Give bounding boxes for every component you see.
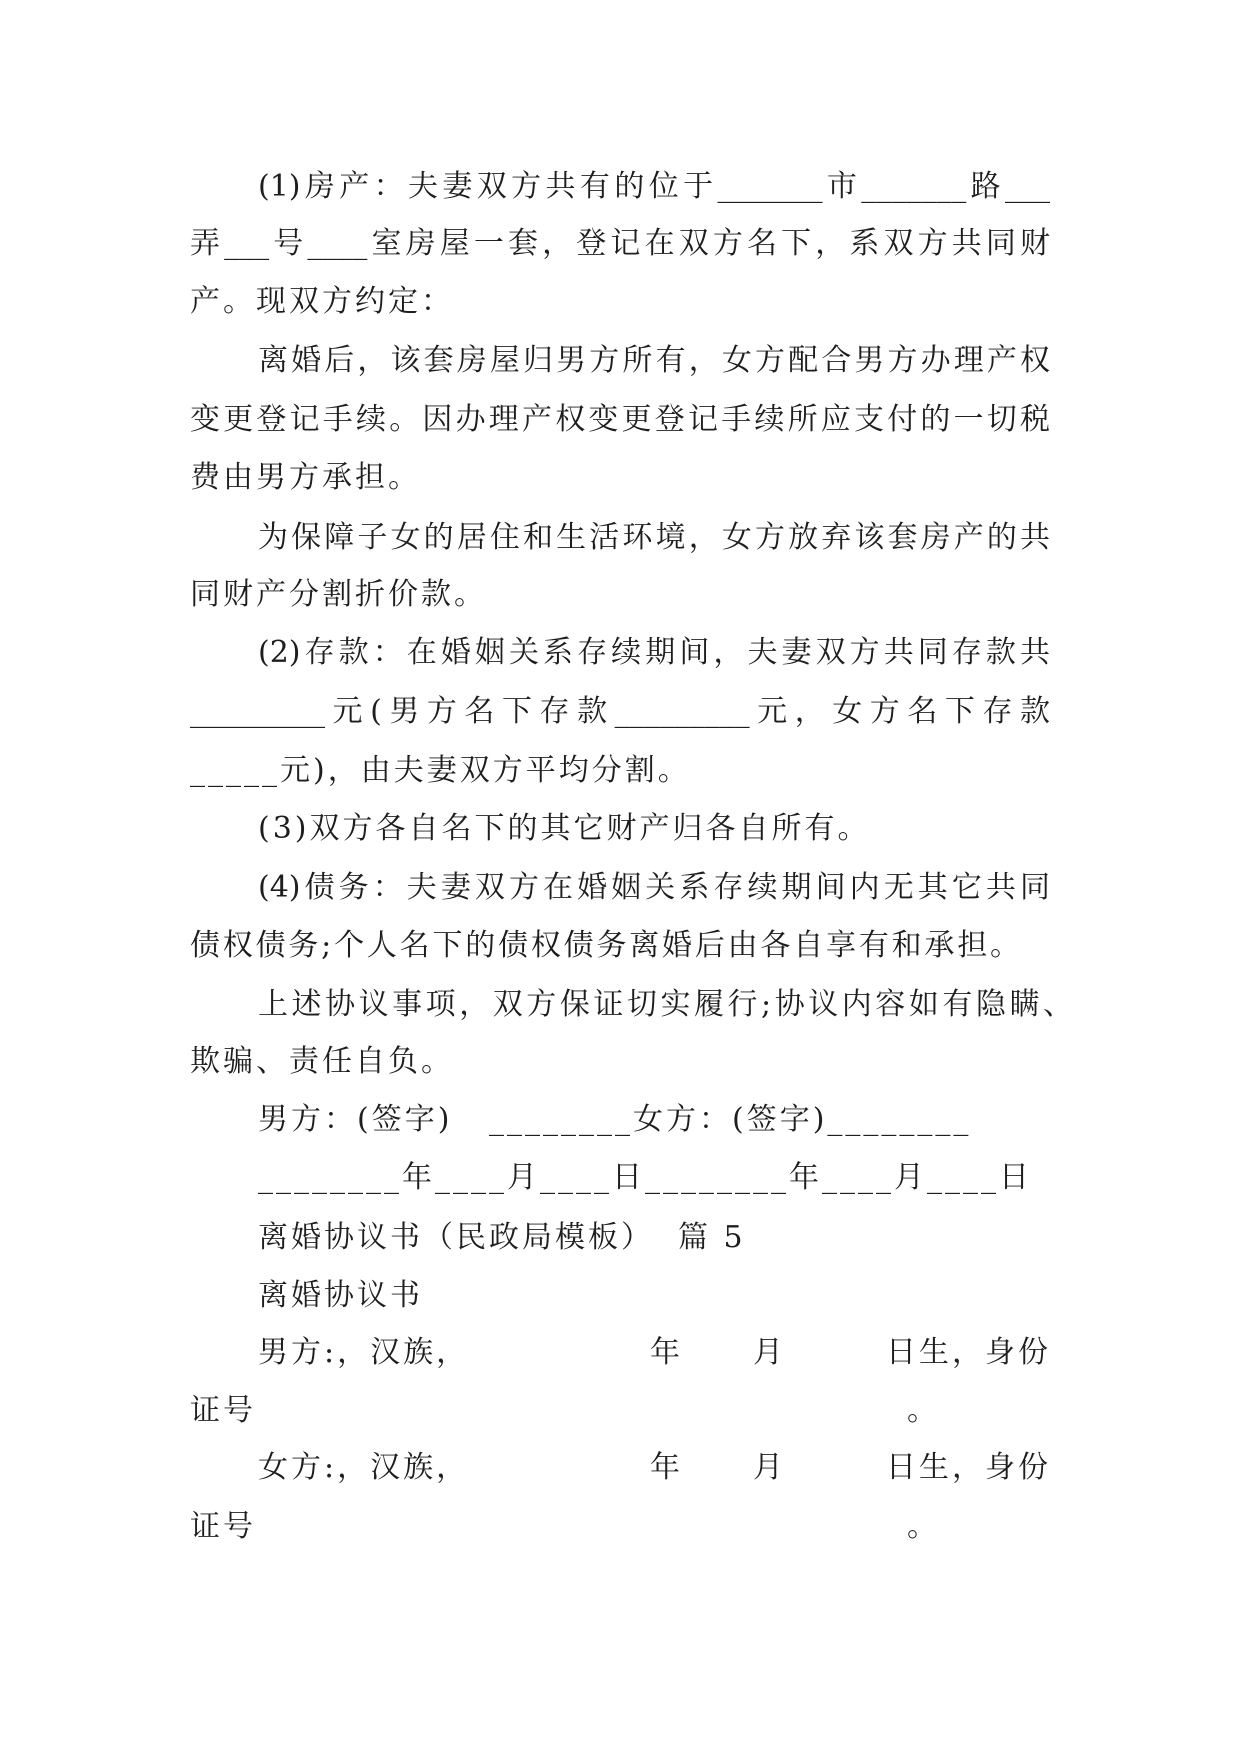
text-line: 上述协议事项，双方保证切实履行;协议内容如有隐瞒、	[258, 987, 1073, 1022]
text-line: 欺骗、责任自负。	[190, 1044, 454, 1079]
text-line: (4)债务：夫妻双方在婚姻关系存续期间内无其它共同	[258, 870, 1050, 905]
text-line: 债权债务;个人名下的债权债务离婚后由各自享有和承担。	[190, 928, 1020, 963]
document-title: 离婚协议书	[258, 1278, 423, 1313]
female-id-label: 证号	[190, 1509, 256, 1544]
text-line: _________元(男方名下存款_________元，女方名下存款	[190, 694, 1050, 729]
female-signature-label: ________女方：(签字)________	[489, 1102, 972, 1137]
female-birth-year-label: 年	[650, 1450, 683, 1485]
female-birth-day-label: 日生，身份	[886, 1450, 1051, 1485]
male-id-line	[0, 1391, 1241, 1431]
section-number: 篇 5	[678, 1220, 746, 1255]
male-birth-year-label: 年	[650, 1335, 683, 1370]
date-line: ________年____月____日________年____月____日	[258, 1160, 1032, 1195]
male-party-prefix: 男方:，汉族，	[258, 1335, 470, 1370]
male-birth-day-label: 日生，身份	[886, 1335, 1051, 1370]
text-line: (1)房产：夫妻双方共有的位于_______市_______路___	[258, 169, 1050, 204]
signature-line	[0, 1100, 1241, 1140]
text-line: (2)存款：在婚姻关系存续期间，夫妻双方共同存款共	[258, 635, 1050, 670]
male-birth-month-label: 月	[753, 1335, 786, 1370]
female-party-prefix: 女方:，汉族，	[258, 1450, 470, 1485]
female-id-line	[0, 1507, 1241, 1547]
male-id-label: 证号	[190, 1393, 256, 1428]
text-line: 费由男方承担。	[190, 460, 421, 495]
text-line: 弄___号____室房屋一套，登记在双方名下，系双方共同财	[190, 226, 1050, 261]
female-birth-month-label: 月	[753, 1450, 786, 1485]
female-party-line	[0, 1448, 1241, 1488]
male-party-line	[0, 1333, 1241, 1373]
text-line: 同财产分割折价款。	[190, 577, 487, 612]
text-line: _____元)，由夫妻双方平均分割。	[190, 753, 691, 788]
text-line: 离婚后，该套房屋归男方所有，女方配合男方办理产权	[258, 343, 1050, 378]
text-line: 变更登记手续。因办理产权变更登记手续所应支付的一切税	[190, 402, 1050, 437]
text-line: (3)双方各自名下的其它财产归各自所有。	[258, 811, 871, 846]
male-id-end: 。	[907, 1393, 940, 1428]
female-id-end: 。	[907, 1509, 940, 1544]
section-title: 离婚协议书（民政局模板）	[258, 1220, 654, 1255]
section-heading	[0, 1218, 1241, 1258]
text-line: 产。现双方约定：	[190, 284, 454, 319]
text-line: 为保障子女的居住和生活环境，女方放弃该套房产的共	[258, 520, 1050, 555]
male-signature-label: 男方：(签字)	[258, 1102, 453, 1137]
